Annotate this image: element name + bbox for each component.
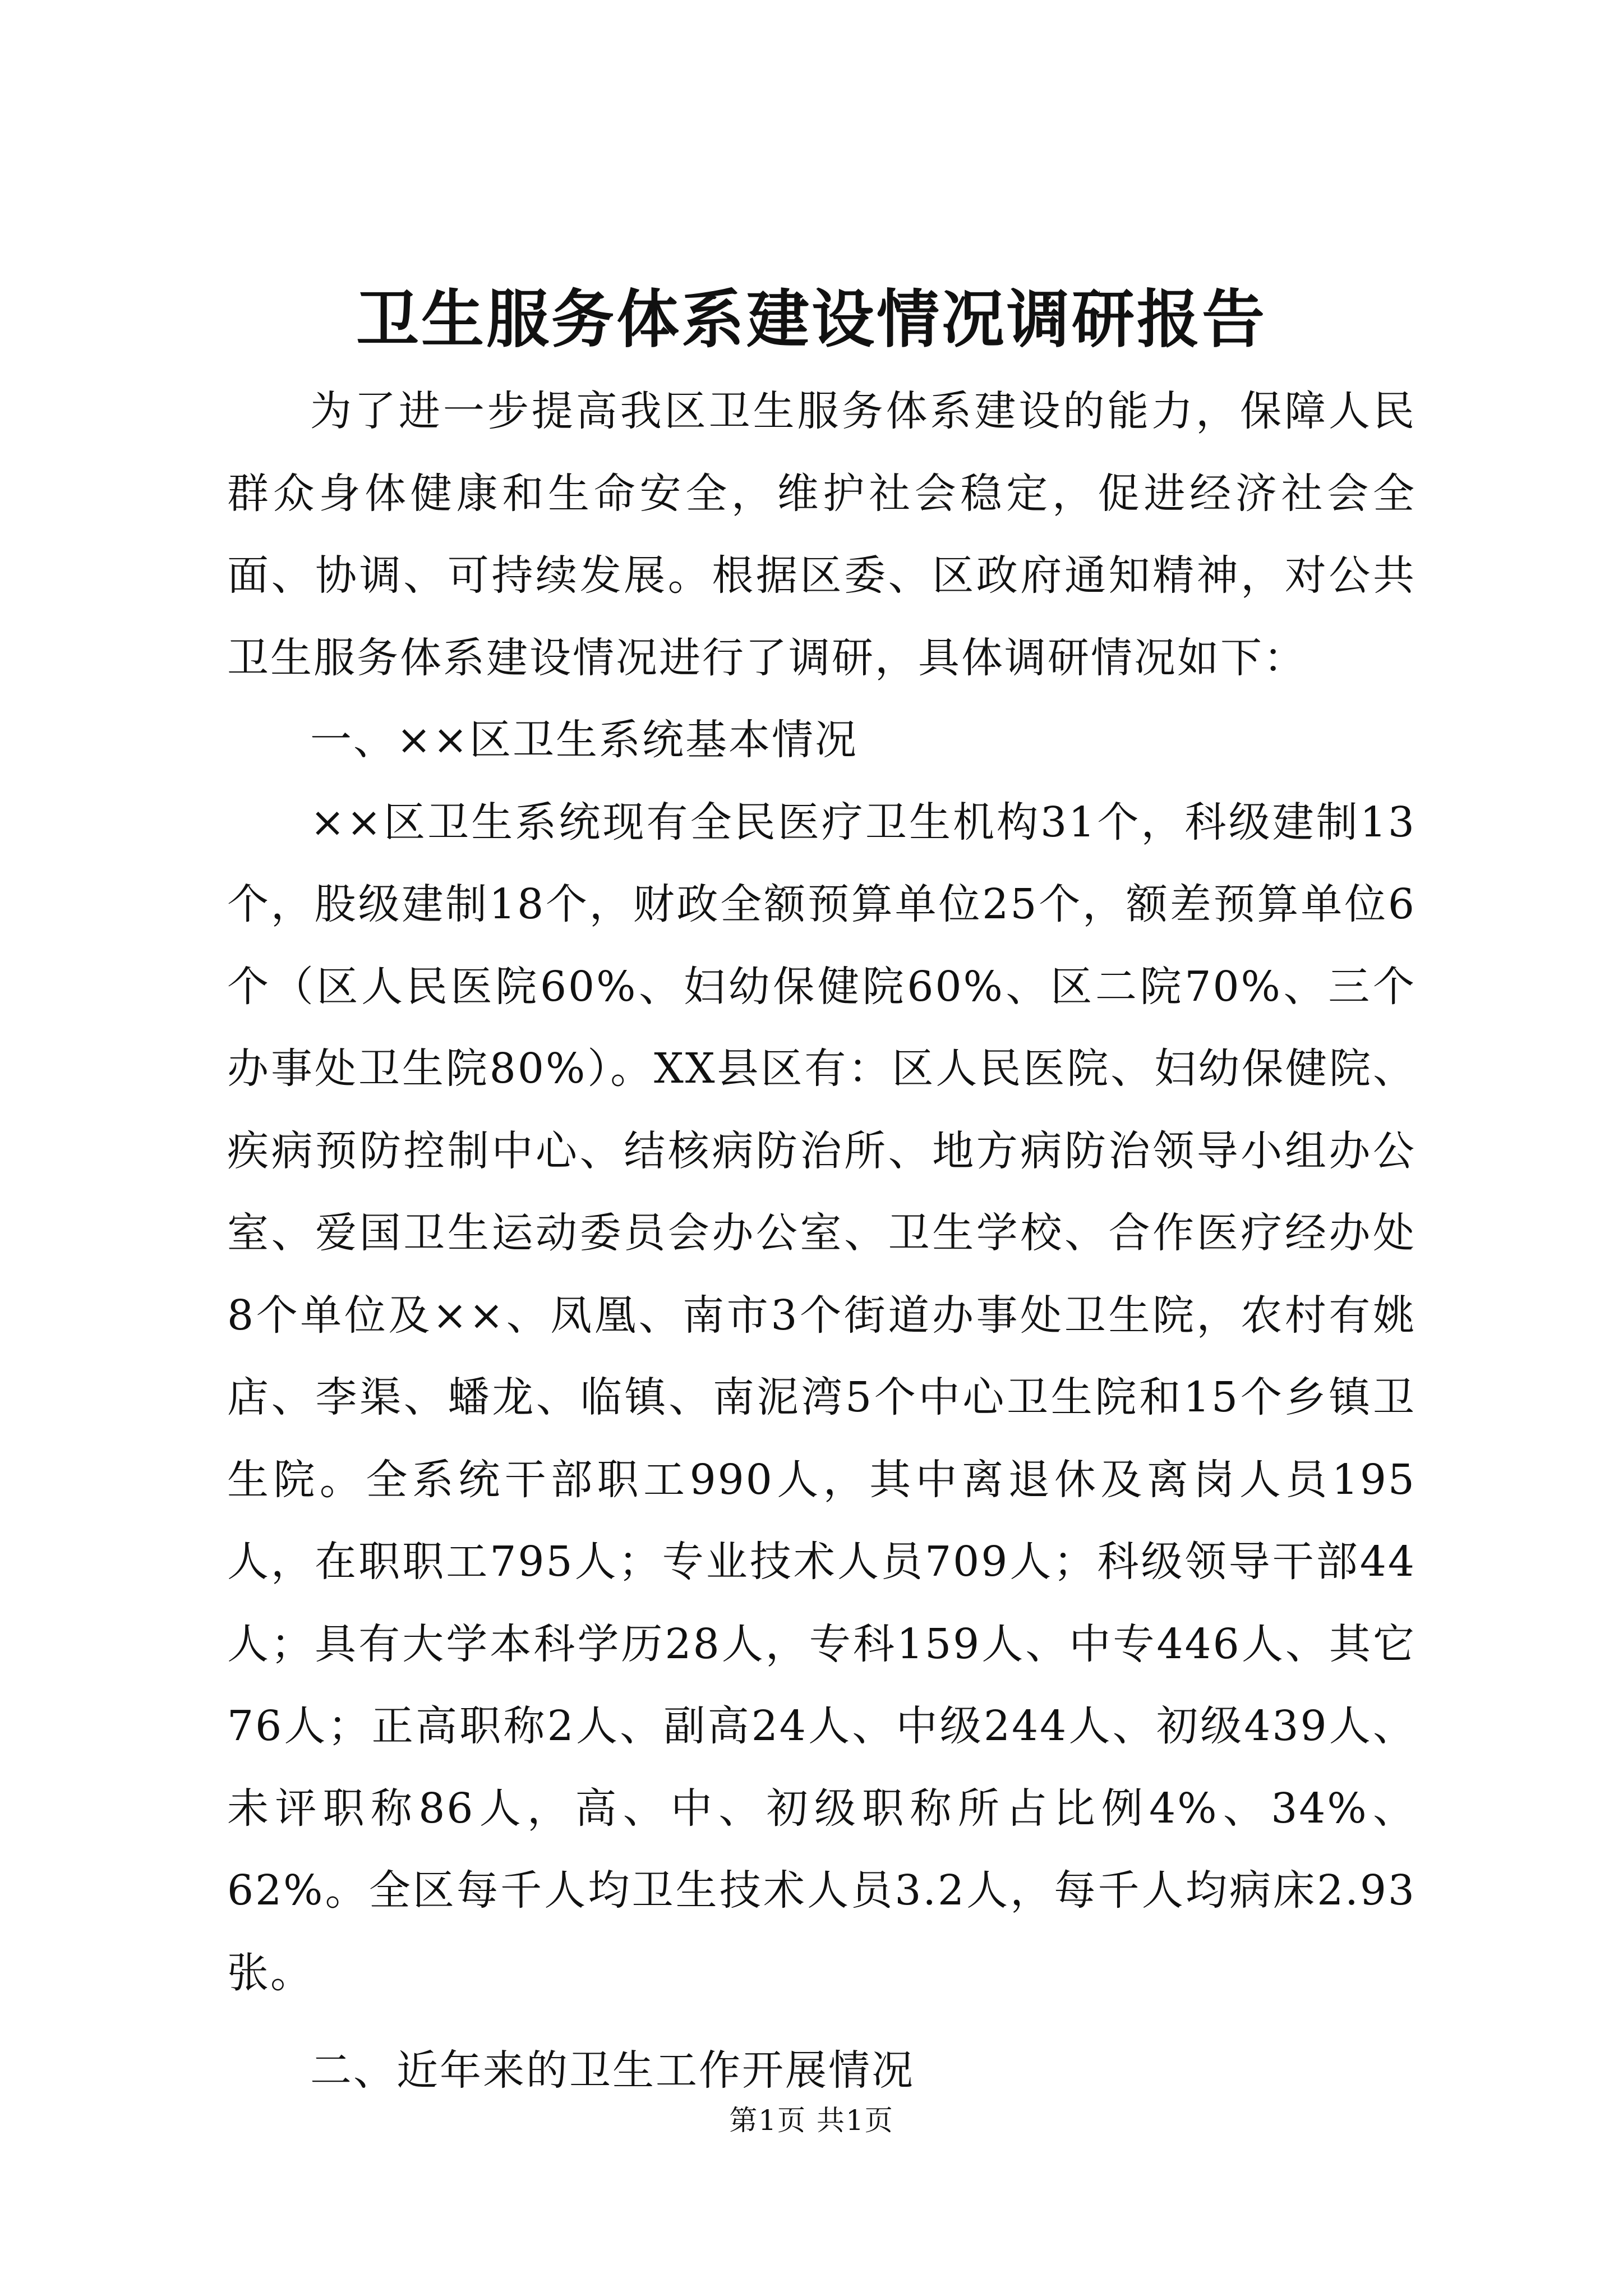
- document-title: 卫生服务体系建设情况调研报告: [356, 283, 1267, 356]
- section-1-paragraph: ××区卫生系统现有全民医疗卫生机构31个，科级建制13个，股级建制18个，财政全额预算单位25个，额差预算单位6个（区人民医院60%、妇幼保健院60%、区二院70%、三个办事处卫生院80%）。XX县区有：区人民医院、妇幼保健院、疾病预防控制中心、结核病防治所、地方病防治领导小组办公室、爱国卫生运动委员会办公室、卫生学校、合作医疗经办处8个单位及××、凤凰、南市3个街道办事处卫生院，农村有姚店、李渠、蟠龙、临镇、南泥湾5个中心卫生院和15个乡镇卫生院。全系统干部职工990人，其中离退休及离岗人员195人，在职职工795人；专业技术人员709人；科级领导干部44人；具有大学本科学历28人，专科159人、中专446人、其它76人；正高职称2人、副高24人、中级244人、初级439人、未评职称86人，高、中、初级职称所占比例4%、34%、62%。全区每千人均卫生技术人员3.2人，每千人均病床2.93张。: [227, 798, 1416, 1997]
- document-body: [227, 370, 1416, 2112]
- page-footer: 第1页 共1页: [729, 2104, 894, 2137]
- section-heading-2: 二、近年来的卫生工作开展情况: [310, 2046, 915, 2095]
- intro-paragraph: 为了进一步提高我区卫生服务体系建设的能力，保障人民群众身体健康和生命安全，维护社会稳定，促进经济社会全面、协调、可持续发展。根据区委、区政府通知精神，对公共卫生服务体系建设情况进行了调研，具体调研情况如下：: [227, 387, 1416, 682]
- section-heading-1: 一、××区卫生系统基本情况: [310, 716, 859, 764]
